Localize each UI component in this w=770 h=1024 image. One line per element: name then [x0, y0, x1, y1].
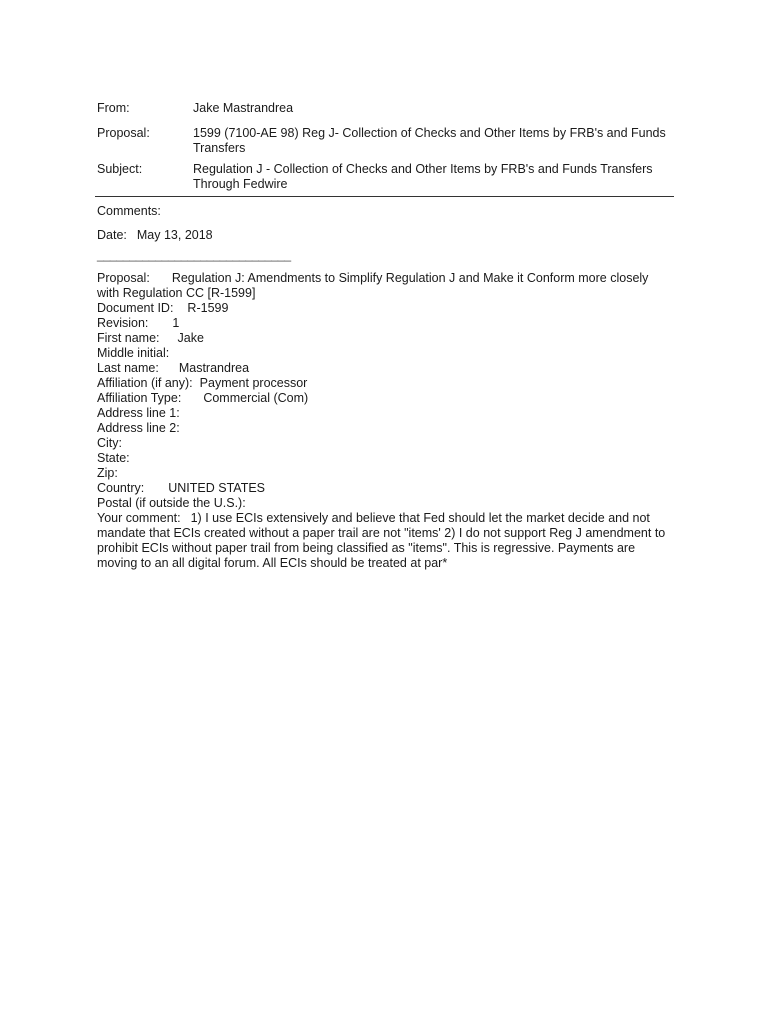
address2-row: Address line 2:: [97, 421, 180, 435]
subject-label: Subject:: [97, 162, 143, 176]
address1-row: Address line 1:: [97, 406, 180, 420]
country-row: [97, 481, 675, 496]
document-id-label: Document ID:: [97, 301, 174, 315]
affiliation-type-value: Commercial (Com): [203, 391, 309, 405]
date-label: Date:: [97, 228, 127, 242]
subject-value-line1: Regulation J - Collection of Checks and Other Items by FRB's and Funds Transfers: [193, 162, 653, 176]
comment-label: Your comment:: [97, 511, 181, 525]
revision-row: [97, 316, 675, 331]
comment-line3: prohibit ECIs without paper trail from being classified as "items". This is regressive. Payments are: [97, 541, 636, 555]
last-name-value: Mastrandrea: [178, 361, 250, 375]
form-proposal-row: [97, 271, 675, 286]
affiliation-type-label: Affiliation Type:: [97, 391, 182, 405]
form-proposal-label: Proposal:: [97, 271, 150, 285]
affiliation-row: [97, 376, 675, 391]
first-name-value: Jake: [177, 331, 204, 345]
zip-row: Zip:: [97, 466, 118, 480]
header-divider: [95, 196, 674, 197]
form-proposal-row-cont: with Regulation CC [R-1599]: [97, 286, 256, 300]
proposal-label: Proposal:: [97, 126, 150, 140]
document-id-row: [97, 301, 675, 316]
date-value: May 13, 2018: [136, 228, 213, 242]
subject-value-line2: Through Fedwire: [193, 177, 288, 191]
last-name-row: [97, 361, 675, 376]
from-label: From:: [97, 101, 130, 115]
comments-label: Comments:: [97, 204, 161, 218]
comment-line2: mandate that ECIs created without a paper trail are not "items' 2) I do not support Reg J amendment to: [97, 526, 666, 540]
country-value: UNITED STATES: [168, 481, 266, 495]
affiliation-label: Affiliation (if any):: [97, 376, 193, 390]
state-row: State:: [97, 451, 130, 465]
date-row: [97, 228, 213, 243]
form-proposal-value: Regulation J: Amendments to Simplify Regulation J and Make it Conform more closely: [171, 271, 649, 285]
middle-initial-label: Middle initial:: [97, 346, 170, 360]
separator-line: ______________________________: [97, 248, 291, 262]
affiliation-value: Payment processor: [199, 376, 308, 390]
middle-initial-row: [97, 346, 675, 361]
from-value: Jake Mastrandrea: [193, 101, 294, 115]
comment-line1: 1) I use ECIs extensively and believe that Fed should let the market decide and not: [190, 511, 650, 525]
comment-form: [97, 271, 675, 571]
revision-label: Revision:: [97, 316, 149, 330]
proposal-value-line2: Transfers: [193, 141, 246, 155]
country-label: Country:: [97, 481, 145, 495]
proposal-value-line1: 1599 (7100-AE 98) Reg J- Collection of Checks and Other Items by FRB's and Funds: [193, 126, 666, 140]
city-row: City:: [97, 436, 122, 450]
revision-value: 1: [172, 316, 180, 330]
first-name-row: [97, 331, 675, 346]
postal-row: Postal (if outside the U.S.):: [97, 496, 246, 510]
document-id-value: R-1599: [187, 301, 229, 315]
last-name-label: Last name:: [97, 361, 159, 375]
first-name-label: First name:: [97, 331, 160, 345]
comment-line4: moving to an all digital forum. All ECIs should be treated at par*: [97, 556, 448, 570]
affiliation-type-row: [97, 391, 675, 406]
subject-value: [193, 162, 677, 192]
proposal-value: [193, 126, 677, 156]
comment-row: [97, 511, 675, 526]
